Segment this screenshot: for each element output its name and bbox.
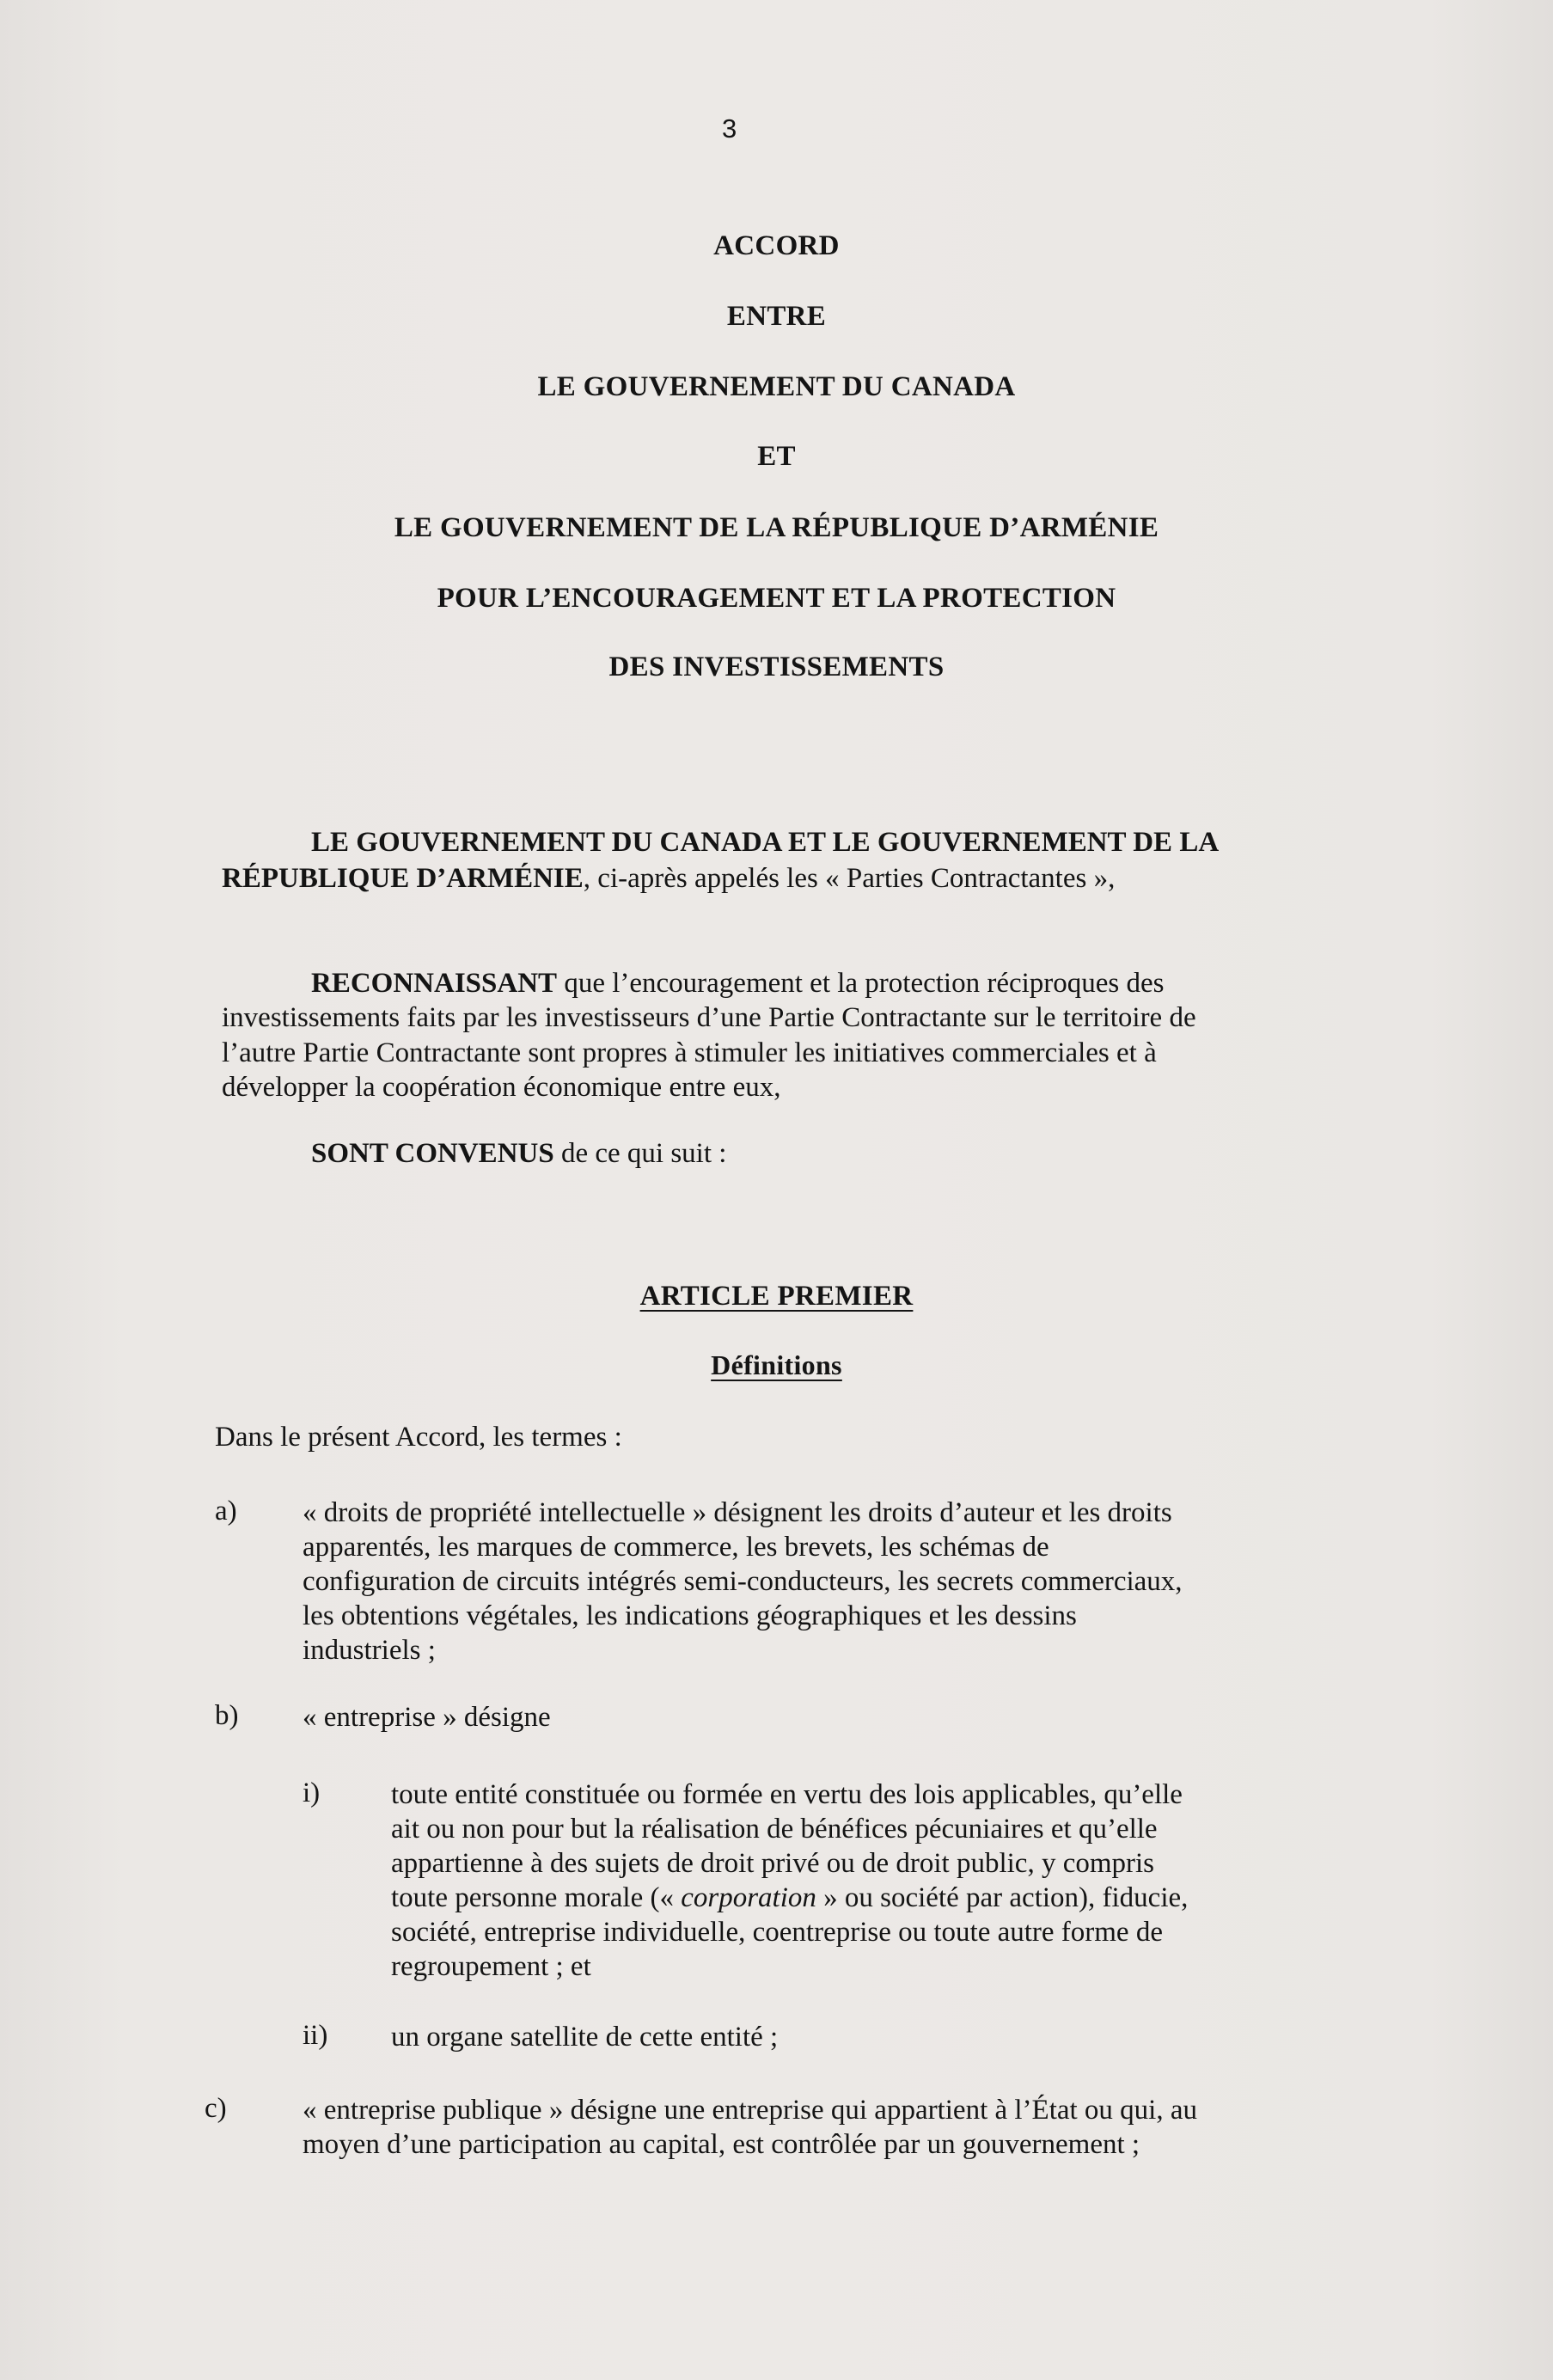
agreed-bold: SONT CONVENUS <box>311 1138 554 1169</box>
definition-b-i-line4-italic: corporation <box>681 1882 816 1913</box>
article-subheading: Définitions <box>711 1349 842 1380</box>
definition-c-line1: « entreprise publique » désigne une entreprise qui appartient à l’État ou qui, au <box>303 2095 1197 2126</box>
parties-bold-1: LE GOUVERNEMENT DU CANADA ET LE GOUVERNEMENT DE LA <box>311 827 1220 858</box>
definition-b-i-line2: ait ou non pour but la réalisation de bénéfices pécuniaires et qu’elle <box>391 1814 1158 1845</box>
article-intro: Dans le présent Accord, les termes : <box>215 1422 622 1453</box>
page-number: 3 <box>722 113 737 144</box>
definition-b-ii-line1: un organe satellite de cette entité ; <box>391 2022 779 2053</box>
preamble-recognizing-line3: l’autre Partie Contractante sont propres à stimuler les initiatives commerciales et à <box>222 1037 1157 1068</box>
definition-b-i-line6: regroupement ; et <box>391 1951 591 1982</box>
definition-b-ii-marker: ii) <box>303 2020 328 2051</box>
definition-b-line1: « entreprise » désigne <box>303 1702 551 1733</box>
definition-a-line5: industriels ; <box>303 1635 436 1666</box>
preamble-parties-line1 <box>311 825 1219 860</box>
definition-a-line1: « droits de propriété intellectuelle » désignent les droits d’auteur et les droits <box>303 1497 1172 1528</box>
preamble-recognizing-line2: investissements faits par les investisseurs d’une Partie Contractante sur le territoire de <box>222 1002 1196 1033</box>
title-investments: DES INVESTISSEMENTS <box>608 652 945 682</box>
definition-b-marker: b) <box>215 1700 239 1731</box>
definition-b-i-line4 <box>391 1881 1188 1915</box>
definition-c-marker: c) <box>205 2093 227 2124</box>
definition-a-line4: les obtentions végétales, les indications géographiques et les dessins <box>303 1600 1077 1631</box>
definition-c-line2: moyen d’une participation au capital, est contrôlée par un gouvernement ; <box>303 2129 1140 2160</box>
definition-b-i-line5: société, entreprise individuelle, coentreprise ou toute autre forme de <box>391 1917 1163 1948</box>
definition-b-i-line1: toute entité constituée ou formée en vertu des lois applicables, qu’elle <box>391 1779 1183 1810</box>
definition-b-i-marker: i) <box>303 1777 321 1808</box>
definition-a-line3: configuration de circuits intégrés semi-conducteurs, les secrets commerciaux, <box>303 1566 1183 1597</box>
preamble-parties-line2 <box>222 861 1115 896</box>
definition-a-marker: a) <box>215 1496 237 1527</box>
parties-bold-2: RÉPUBLIQUE D’ARMÉNIE <box>222 863 584 894</box>
preamble-recognizing-line4: développer la coopération économique entre eux, <box>222 1072 781 1103</box>
definition-b-i-line3: appartienne à des sujets de droit privé ou de droit public, y compris <box>391 1848 1155 1879</box>
agreed-rest: de ce qui suit : <box>553 1138 727 1169</box>
recognizing-bold: RECONNAISSANT <box>311 968 558 999</box>
parties-rest: , ci-après appelés les « Parties Contractantes », <box>583 863 1116 894</box>
definition-b-i-line4-a: toute personne morale (« <box>391 1882 682 1913</box>
title-accord: ACCORD <box>713 230 840 261</box>
preamble-agreed <box>311 1136 726 1171</box>
preamble-recognizing-line1 <box>311 966 1165 1000</box>
definition-a-line2: apparentés, les marques de commerce, les brevets, les schémas de <box>303 1532 1049 1563</box>
title-canada: LE GOUVERNEMENT DU CANADA <box>537 371 1016 402</box>
title-purpose: POUR L’ENCOURAGEMENT ET LA PROTECTION <box>437 583 1116 614</box>
title-entre: ENTRE <box>726 301 827 332</box>
recognizing-text-1: que l’encouragement et la protection réciproques des <box>557 968 1165 999</box>
definition-b-i-line4-b: » ou société par action), fiducie, <box>816 1882 1189 1913</box>
title-et: ET <box>757 441 796 472</box>
title-armenie: LE GOUVERNEMENT DE LA RÉPUBLIQUE D’ARMÉNIE <box>394 512 1159 543</box>
article-heading: ARTICLE PREMIER <box>639 1281 914 1312</box>
